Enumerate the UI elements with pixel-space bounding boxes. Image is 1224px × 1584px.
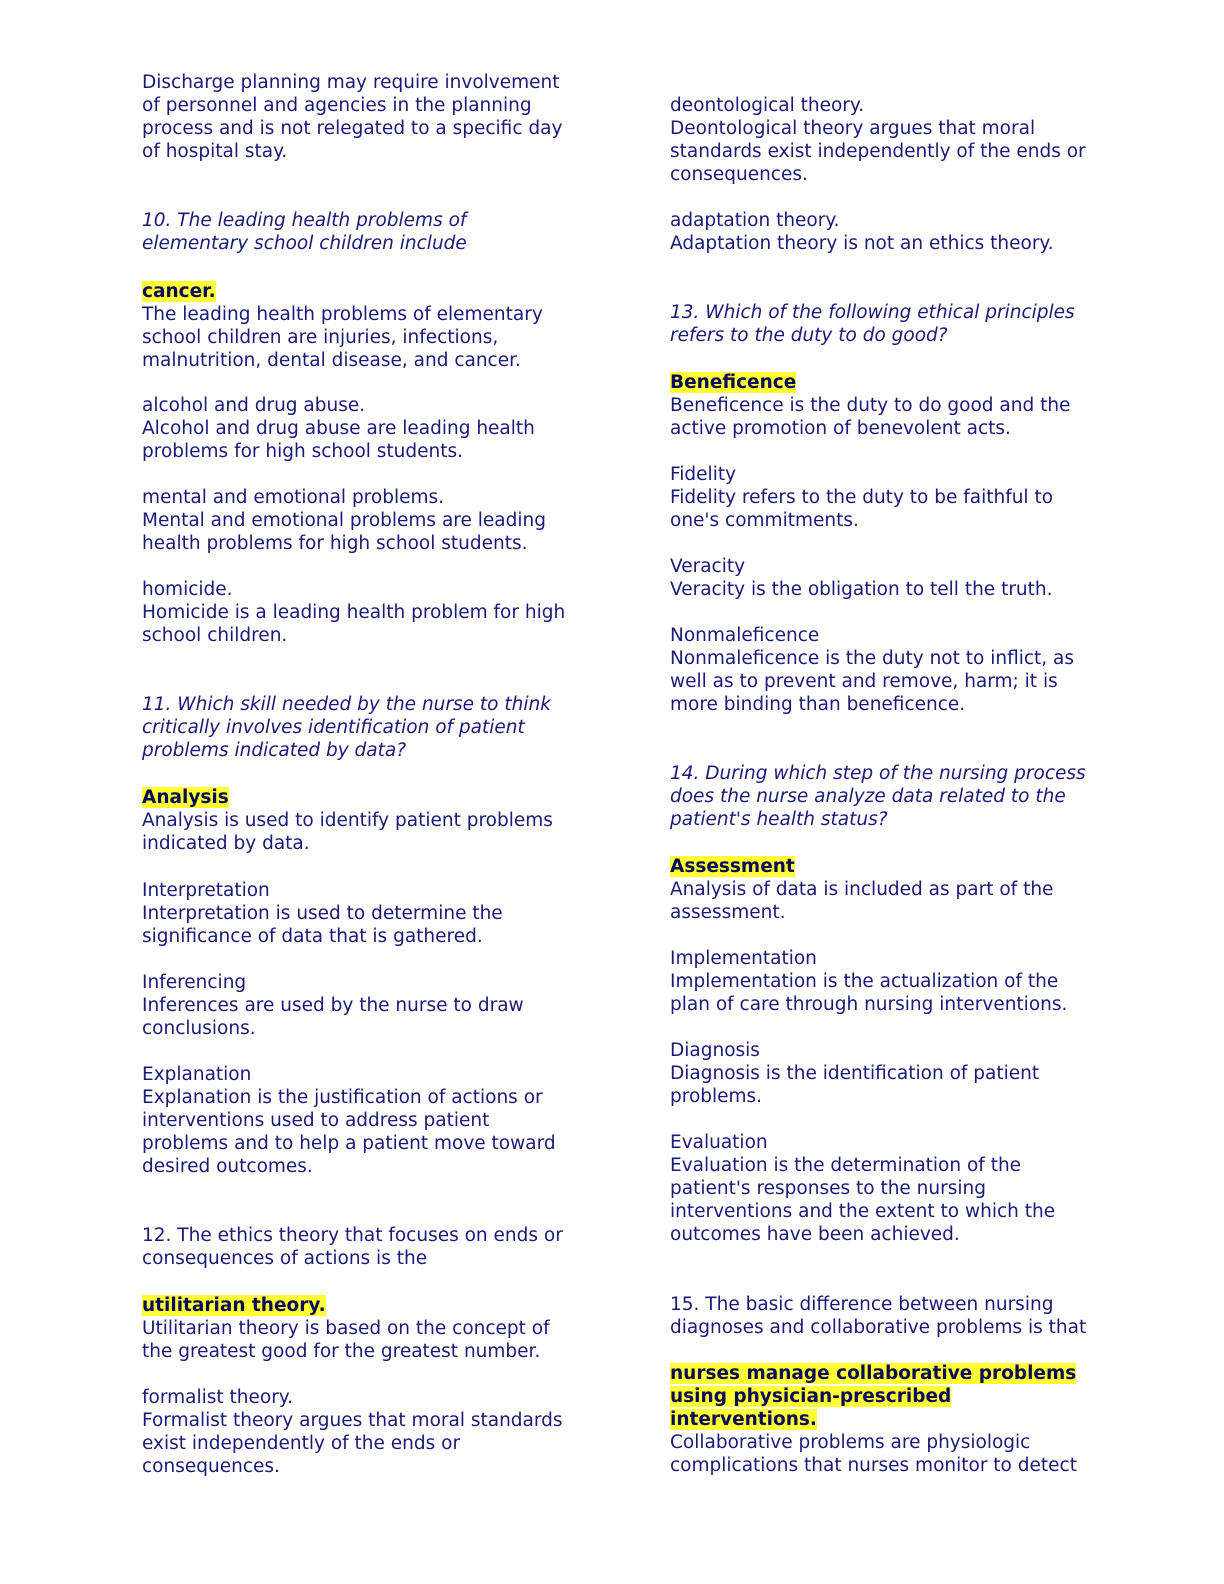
option-label: deontological theory. (670, 95, 865, 116)
option-label: Implementation (670, 948, 817, 969)
option-label: Nonmaleficence (670, 625, 820, 646)
option-block: Interpretation Interpretation is used to determine the significance of data that is gathered. (142, 879, 602, 948)
option-label: Diagnosis (670, 1040, 760, 1061)
option-block: Nonmaleficence Nonmaleficence is the duty not to inflict, as well as to prevent and remove, harm; it is more binding than beneficence. (670, 624, 1130, 716)
question-13: 13. Which of the following ethical principles refers to the duty to do good? (670, 302, 1075, 346)
question-11: 11. Which skill needed by the nurse to think critically involves identification of patient problems indicated by data? (142, 694, 551, 761)
discharge-planning-paragraph: Discharge planning may require involvement of personnel and agencies in the planning process and is not relegated to a specific day of hospital stay. (142, 72, 563, 162)
question-12: 12. The ethics theory that focuses on ends or consequences of actions is the (142, 1225, 563, 1269)
option-label: alcohol and drug abuse. (142, 395, 366, 416)
option-label: formalist theory. (142, 1387, 293, 1408)
question-13-answer-block: Beneficence Beneficence is the duty to do good and the active promotion of benevolent acts. (670, 372, 1071, 439)
option-block: adaptation theory. Adaptation theory is not an ethics theory. (670, 209, 1130, 255)
question-14: 14. During which step of the nursing process does the nurse analyze data related to the patient's health status? (670, 763, 1086, 830)
option-label: adaptation theory. (670, 210, 840, 231)
option-label: Evaluation (670, 1132, 768, 1153)
option-label: Explanation (142, 1064, 252, 1085)
option-block: Veracity Veracity is the obligation to tell the truth. (670, 555, 1130, 601)
option-label: Inferencing (142, 972, 247, 993)
option-block: alcohol and drug abuse. Alcohol and drug abuse are leading health problems for high school students. (142, 394, 602, 463)
option-block: homicide. Homicide is a leading health problem for high school children. (142, 578, 602, 647)
question-10-answer-block: cancer. The leading health problems of elementary school children are injuries, infections, malnutrition, dental disease, and cancer. (142, 281, 543, 371)
correct-answer: interventions. (670, 1409, 817, 1430)
option-block: Implementation Implementation is the actualization of the plan of care through nursing interventions. (670, 947, 1130, 1016)
question-14-answer-block: Assessment Analysis of data is included as part of the assessment. (670, 856, 1054, 923)
option-block: Explanation Explanation is the justification of actions or interventions used to address patient problems and to help a patient move toward desired outcomes. (142, 1063, 602, 1178)
option-block: Diagnosis Diagnosis is the identification of patient problems. (670, 1039, 1130, 1108)
correct-answer: Assessment (670, 856, 795, 877)
question-12-answer-block: utilitarian theory. Utilitarian theory is based on the concept of the greatest good for the greatest number. (142, 1295, 550, 1362)
option-block: mental and emotional problems. Mental and emotional problems are leading health problems for high school students. (142, 486, 602, 555)
correct-answer: Beneficence (670, 372, 797, 393)
option-block: Evaluation Evaluation is the determination of the patient's responses to the nursing interventions and the extent to which the outcomes have been achieved. (670, 1131, 1130, 1246)
correct-answer: Analysis (142, 787, 229, 808)
option-block: deontological theory. Deontological theory argues that moral standards exist independently of the ends or consequences. (670, 94, 1130, 186)
option-block: Inferencing Inferences are used by the nurse to draw conclusions. (142, 971, 602, 1040)
question-15: 15. The basic difference between nursing diagnoses and collaborative problems is that (670, 1294, 1087, 1338)
question-15-answer-block: nurses manage collaborative problems using physician-prescribed interventions. Collaborative problems are physiologic complications that nurses monitor to detect (670, 1363, 1077, 1476)
correct-answer: utilitarian theory. (142, 1295, 326, 1316)
option-label: Veracity (670, 556, 746, 577)
question-10: 10. The leading health problems of elementary school children include (142, 210, 467, 254)
correct-answer: nurses manage collaborative problems (670, 1363, 1077, 1384)
correct-answer: cancer. (142, 281, 216, 302)
question-11-answer-block: Analysis Analysis is used to identify patient problems indicated by data. (142, 787, 553, 854)
option-label: Fidelity (670, 464, 737, 485)
correct-answer: using physician-prescribed (670, 1386, 952, 1407)
option-label: Interpretation (142, 880, 270, 901)
option-block: Fidelity Fidelity refers to the duty to be faithful to one's commitments. (670, 463, 1130, 532)
option-label: mental and emotional problems. (142, 487, 445, 508)
option-label: homicide. (142, 579, 233, 600)
option-block: formalist theory. Formalist theory argues that moral standards exist independently of the ends or consequences. (142, 1386, 602, 1478)
